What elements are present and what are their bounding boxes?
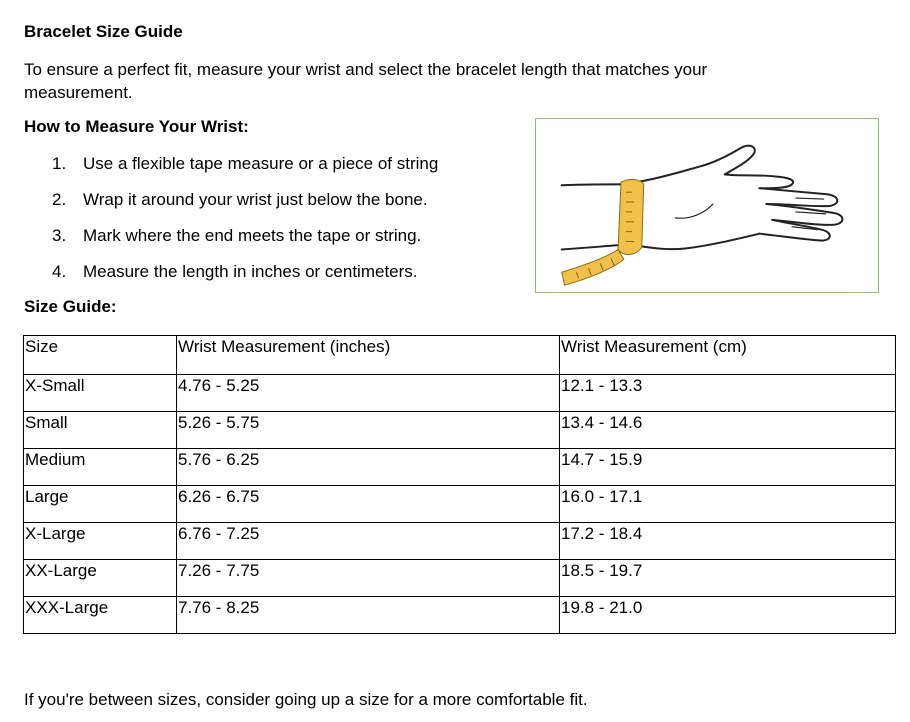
- table-row: [24, 597, 896, 634]
- inches-cell: 4.76 - 5.25: [177, 375, 560, 412]
- inches-cell: 5.76 - 6.25: [177, 449, 560, 486]
- page-title: Bracelet Size Guide: [24, 22, 183, 41]
- step-item: [52, 188, 438, 224]
- step-item: [52, 224, 438, 260]
- step-text: Wrap it around your wrist just below the bone.: [83, 190, 428, 209]
- step-number: 4.: [52, 262, 67, 281]
- how-to-measure-heading: How to Measure Your Wrist:: [24, 117, 249, 136]
- table-row: [24, 375, 896, 412]
- step-number: 1.: [52, 154, 67, 173]
- size-guide-heading: Size Guide:: [24, 297, 117, 316]
- step-number: 3.: [52, 226, 67, 245]
- header-cell-size: Size: [24, 336, 177, 375]
- step-text: Mark where the end meets the tape or string.: [83, 226, 422, 245]
- size-cell: X-Small: [24, 375, 177, 412]
- size-cell: XXX-Large: [24, 597, 177, 634]
- wrist-measuring-illustration: [535, 118, 879, 293]
- cm-cell: 12.1 - 13.3: [560, 375, 896, 412]
- step-item: [52, 260, 438, 296]
- inches-cell: 5.26 - 5.75: [177, 412, 560, 449]
- inches-cell: 7.76 - 8.25: [177, 597, 560, 634]
- size-cell: Small: [24, 412, 177, 449]
- size-cell: X-Large: [24, 523, 177, 560]
- cm-cell: 17.2 - 18.4: [560, 523, 896, 560]
- cm-cell: 13.4 - 14.6: [560, 412, 896, 449]
- size-cell: Medium: [24, 449, 177, 486]
- intro-text: To ensure a perfect fit, measure your wrist and select the bracelet length that matches your measurement.: [24, 60, 708, 102]
- step-number: 2.: [52, 190, 67, 209]
- table-header-row: [24, 336, 896, 375]
- step-text: Use a flexible tape measure or a piece of string: [83, 154, 439, 173]
- cm-cell: 14.7 - 15.9: [560, 449, 896, 486]
- size-guide-table: [23, 335, 896, 634]
- wrist-measuring-tape-icon: [536, 119, 878, 292]
- table-row: [24, 412, 896, 449]
- size-cell: Large: [24, 486, 177, 523]
- measure-steps-list: [52, 152, 438, 296]
- inches-cell: 7.26 - 7.75: [177, 560, 560, 597]
- header-cell-cm: Wrist Measurement (cm): [560, 336, 896, 375]
- table-row: [24, 486, 896, 523]
- inches-cell: 6.26 - 6.75: [177, 486, 560, 523]
- table-row: [24, 449, 896, 486]
- cm-cell: 16.0 - 17.1: [560, 486, 896, 523]
- header-cell-inches: Wrist Measurement (inches): [177, 336, 560, 375]
- cm-cell: 19.8 - 21.0: [560, 597, 896, 634]
- step-item: [52, 152, 438, 188]
- table-row: [24, 523, 896, 560]
- size-cell: XX-Large: [24, 560, 177, 597]
- table-row: [24, 560, 896, 597]
- footer-note: If you're between sizes, consider going up a size for a more comfortable fit.: [24, 690, 588, 709]
- step-text: Measure the length in inches or centimeters.: [83, 262, 418, 281]
- cm-cell: 18.5 - 19.7: [560, 560, 896, 597]
- inches-cell: 6.76 - 7.25: [177, 523, 560, 560]
